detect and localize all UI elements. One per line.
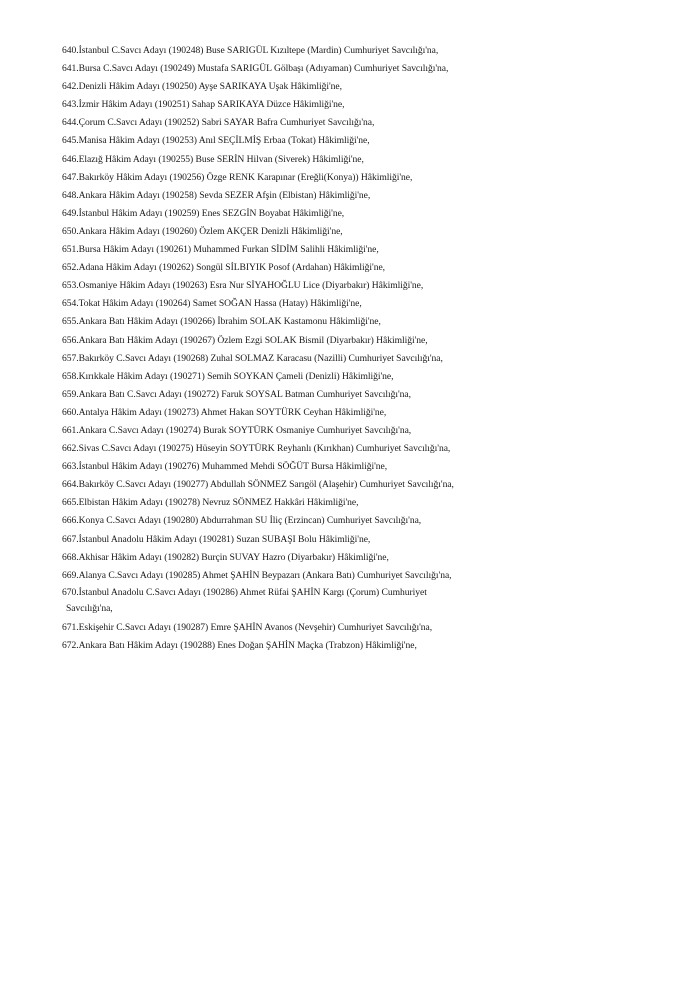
entry-text: Manisa Hâkim Adayı (190253) Anıl SEÇİLMİŞ Erbaa (Tokat) Hâkimliği'ne, <box>78 135 370 147</box>
list-item <box>62 637 662 655</box>
entry-number: 660. <box>62 406 79 418</box>
entry-number: 671. <box>62 621 79 633</box>
appointment-list <box>62 42 662 655</box>
list-item <box>62 368 662 386</box>
list-item <box>62 277 662 295</box>
entry-number: 657. <box>62 352 79 364</box>
list-item <box>62 512 662 530</box>
list-item <box>62 78 662 96</box>
entry-number: 650. <box>62 225 79 237</box>
entry-text: Ankara Batı Hâkim Adayı (190267) Özlem Ezgi SOLAK Bismil (Diyarbakır) Hâkimliği'ne, <box>78 334 428 346</box>
list-item <box>62 531 662 549</box>
entry-number: 655. <box>62 316 79 328</box>
entry-text: İstanbul Anadolu C.Savcı Adayı (190286) Ahmet Rüfai ŞAHİN Kargı (Çorum) Cumhuriyet <box>78 586 427 598</box>
entry-text: Kırıkkale Hâkim Adayı (190271) Semih SOYKAN Çameli (Denizli) Hâkimliği'ne, <box>78 370 394 382</box>
entry-number: 662. <box>62 443 79 455</box>
list-item <box>62 60 662 78</box>
list-item <box>62 476 662 494</box>
list-item <box>62 494 662 512</box>
list-item <box>62 422 662 440</box>
entry-number: 665. <box>62 497 79 509</box>
entry-number: 659. <box>62 388 79 400</box>
list-item <box>62 585 662 619</box>
entry-number: 669. <box>62 569 79 581</box>
entry-number: 668. <box>62 551 79 563</box>
entry-number: 672. <box>62 639 79 651</box>
list-item <box>62 42 662 60</box>
list-item <box>62 169 662 187</box>
entry-number: 640. <box>62 45 79 56</box>
entry-text: Ankara Batı Hâkim Adayı (190266) İbrahim SOLAK Kastamonu Hâkimliği'ne, <box>78 316 381 328</box>
entry-text: Sivas C.Savcı Adayı (190275) Hüseyin SOYTÜRK Reyhanlı (Kırıkhan) Cumhuriyet Savcılığı'na, <box>78 443 451 455</box>
entry-text: Tokat Hâkim Adayı (190264) Samet SOĞAN Hassa (Hatay) Hâkimliği'ne, <box>78 298 362 310</box>
entry-text: Bakırköy C.Savcı Adayı (190277) Abdullah SÖNMEZ Sarıgöl (Alaşehir) Cumhuriyet Savcılığı'na, <box>78 479 454 491</box>
entry-number: 644. <box>62 117 79 129</box>
entry-text: Antalya Hâkim Adayı (190273) Ahmet Hakan SOYTÜRK Ceyhan Hâkimliği'ne, <box>78 406 387 418</box>
list-item <box>62 404 662 422</box>
entry-text: İzmir Hâkim Adayı (190251) Sahap SARIKAYA Düzce Hâkimliği'ne, <box>78 99 345 111</box>
list-item <box>62 440 662 458</box>
entry-text: Ankara Batı C.Savcı Adayı (190272) Faruk SOYSAL Batman Cumhuriyet Savcılığı'na, <box>78 388 411 400</box>
entry-text: Osmaniye Hâkim Adayı (190263) Esra Nur SİYAHOĞLU Lice (Diyarbakır) Hâkimliği'ne, <box>78 280 424 292</box>
list-item <box>62 332 662 350</box>
entry-text: Konya C.Savcı Adayı (190280) Abdurrahman SU İliç (Erzincan) Cumhuriyet Savcılığı'na, <box>78 515 422 527</box>
entry-number: 658. <box>62 370 79 382</box>
entry-number: 653. <box>62 280 79 292</box>
entry-text: Bursa Hâkim Adayı (190261) Muhammed Furkan SİDİM Salihli Hâkimliği'ne, <box>78 244 379 256</box>
entry-text: Bakırköy Hâkim Adayı (190256) Özge RENK Karapınar (Ereğli(Konya)) Hâkimliği'ne, <box>78 171 413 183</box>
list-item <box>62 549 662 567</box>
entry-number: 670. <box>62 586 79 598</box>
list-item <box>62 223 662 241</box>
entry-number: 646. <box>62 153 79 165</box>
entry-number: 666. <box>62 515 79 527</box>
entry-number: 656. <box>62 334 79 346</box>
entry-text: Ankara Hâkim Adayı (190260) Özlem AKÇER Denizli Hâkimliği'ne, <box>78 225 343 237</box>
entry-number: 652. <box>62 262 79 274</box>
entry-text: Akhisar Hâkim Adayı (190282) Burçin SUVAY Hazro (Diyarbakır) Hâkimliği'ne, <box>78 551 389 563</box>
list-item <box>62 96 662 114</box>
entry-text: Ankara Batı Hâkim Adayı (190288) Enes Doğan ŞAHİN Maçka (Trabzon) Hâkimliği'ne, <box>78 639 417 651</box>
entry-text: Ankara C.Savcı Adayı (190274) Burak SOYTÜRK Osmaniye Cumhuriyet Savcılığı'na, <box>78 424 412 436</box>
list-item <box>62 567 662 585</box>
list-item <box>62 205 662 223</box>
entry-text: Elbistan Hâkim Adayı (190278) Nevruz SÖNMEZ Hakkâri Hâkimliği'ne, <box>78 497 359 509</box>
entry-number: 649. <box>62 207 79 219</box>
entry-number: 651. <box>62 244 79 256</box>
list-item <box>62 350 662 368</box>
entry-number: 641. <box>62 63 79 75</box>
list-item <box>62 458 662 476</box>
entry-text: Elazığ Hâkim Adayı (190255) Buse SERİN Hilvan (Siverek) Hâkimliği'ne, <box>78 153 364 165</box>
entry-text: Eskişehir C.Savcı Adayı (190287) Emre ŞAHİN Avanos (Nevşehir) Cumhuriyet Savcılığı'na, <box>78 621 433 633</box>
entry-text: İstanbul Anadolu Hâkim Adayı (190281) Suzan SUBAŞI Bolu Hâkimliği'ne, <box>78 533 371 545</box>
entry-text: Çorum C.Savcı Adayı (190252) Sabri SAYAR Bafra Cumhuriyet Savcılığı'na, <box>78 117 375 129</box>
list-item <box>62 259 662 277</box>
entry-number: 654. <box>62 298 79 310</box>
entry-number: 642. <box>62 81 79 93</box>
entry-number: 661. <box>62 424 79 436</box>
list-item <box>62 132 662 150</box>
entry-number: 648. <box>62 189 79 201</box>
entry-number: 667. <box>62 533 79 545</box>
list-item <box>62 151 662 169</box>
entry-number: 645. <box>62 135 79 147</box>
list-item <box>62 619 662 637</box>
entry-text: Bursa C.Savcı Adayı (190249) Mustafa SARIGÜL Gölbaşı (Adıyaman) Cumhuriyet Savcılığı'na, <box>78 63 449 75</box>
entry-text: İstanbul C.Savcı Adayı (190248) Buse SARIGÜL Kızıltepe (Mardin) Cumhuriyet Savcılığı'na, <box>78 45 439 56</box>
entry-number: 647. <box>62 171 79 183</box>
entry-number: 663. <box>62 461 79 473</box>
entry-text: İstanbul Hâkim Adayı (190276) Muhammed Mehdi SÖĞÜT Bursa Hâkimliği'ne, <box>78 461 388 473</box>
list-item <box>62 386 662 404</box>
list-item <box>62 241 662 259</box>
entry-text: Adana Hâkim Adayı (190262) Songül SİLBIYIK Posof (Ardahan) Hâkimliği'ne, <box>78 262 386 274</box>
list-item <box>62 187 662 205</box>
list-item <box>62 295 662 313</box>
list-item <box>62 114 662 132</box>
entry-text: Denizli Hâkim Adayı (190250) Ayşe SARIKAYA Uşak Hâkimliği'ne, <box>78 81 342 93</box>
entry-number: 664. <box>62 479 79 491</box>
entry-text: Ankara Hâkim Adayı (190258) Sevda SEZER Afşin (Elbistan) Hâkimliği'ne, <box>78 189 371 201</box>
entry-text: Alanya C.Savcı Adayı (190285) Ahmet ŞAHİN Beypazarı (Ankara Batı) Cumhuriyet Savcılığı'na, <box>78 569 452 581</box>
list-item <box>62 313 662 331</box>
entry-text: Bakırköy C.Savcı Adayı (190268) Zuhal SOLMAZ Karacasu (Nazilli) Cumhuriyet Savcılığı'na, <box>78 352 443 364</box>
entry-text-continuation: Savcılığı'na, <box>66 603 113 615</box>
entry-text: İstanbul Hâkim Adayı (190259) Enes SEZGİN Boyabat Hâkimliği'ne, <box>78 207 345 219</box>
entry-number: 643. <box>62 99 79 111</box>
